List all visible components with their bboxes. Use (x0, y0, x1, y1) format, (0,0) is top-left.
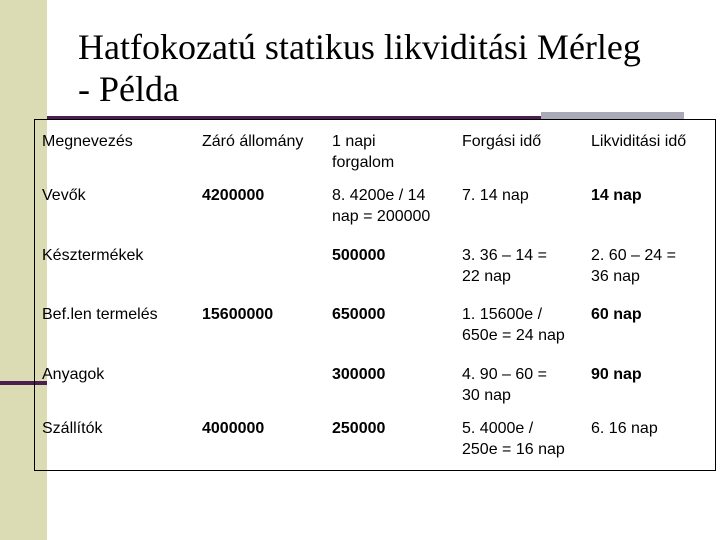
row-3-closing: 15600000 (202, 306, 274, 323)
row-1-daily-line-1: 8. 4200e / 14 (332, 187, 426, 204)
header-closing: Záró állomány (202, 133, 304, 150)
header-daily-line-1: 1 napi (332, 133, 376, 150)
row-3-daily-line-1: 650000 (332, 306, 386, 323)
row-5-closing: 4000000 (202, 420, 265, 437)
header-daily-line-2: forgalom (332, 154, 395, 171)
row-3-liquidity-line-1: 60 nap (591, 306, 642, 323)
row-3-turnover-line-1: 1. 15600e / (462, 306, 543, 323)
row-2-name: Késztermékek (42, 247, 144, 264)
header-turnover: Forgási idő (462, 133, 542, 150)
row-5-turnover-line-1: 5. 4000e / (462, 420, 534, 437)
slide-title-line-2: - Példa (78, 69, 179, 109)
row-2-daily-line-1: 500000 (332, 247, 386, 264)
row-2-liquidity-line-2: 36 nap (591, 268, 640, 285)
row-2-turnover-line-1: 3. 36 – 14 = (462, 247, 547, 264)
row-3-turnover-line-2: 650e = 24 nap (462, 327, 565, 344)
row-3-name: Bef.len termelés (42, 306, 158, 323)
slide-title-line-1: Hatfokozatú statikus likviditási Mérleg (78, 27, 641, 67)
row-1-turnover-line-1: 7. 14 nap (462, 187, 529, 204)
row-5-liquidity-line-1: 6. 16 nap (591, 420, 658, 437)
row-4-turnover-line-2: 30 nap (462, 387, 511, 404)
header-name: Megnevezés (42, 133, 133, 150)
row-1-daily-line-2: nap = 200000 (332, 208, 431, 225)
row-4-liquidity-line-1: 90 nap (591, 366, 642, 383)
row-4-turnover-line-1: 4. 90 – 60 = (462, 366, 547, 383)
header-liquidity: Likviditási idő (591, 133, 687, 150)
row-5-daily-line-1: 250000 (332, 420, 386, 437)
row-2-turnover-line-2: 22 nap (462, 268, 511, 285)
slide-title (78, 26, 698, 110)
row-4-daily-line-1: 300000 (332, 366, 386, 383)
row-1-closing: 4200000 (202, 187, 265, 204)
row-2-liquidity-line-1: 2. 60 – 24 = (591, 247, 676, 264)
row-5-name: Szállítók (42, 420, 103, 437)
row-1-name: Vevők (42, 187, 86, 204)
row-4-name: Anyagok (42, 366, 105, 383)
row-1-liquidity-line-1: 14 nap (591, 187, 642, 204)
row-5-turnover-line-2: 250e = 16 nap (462, 441, 565, 458)
